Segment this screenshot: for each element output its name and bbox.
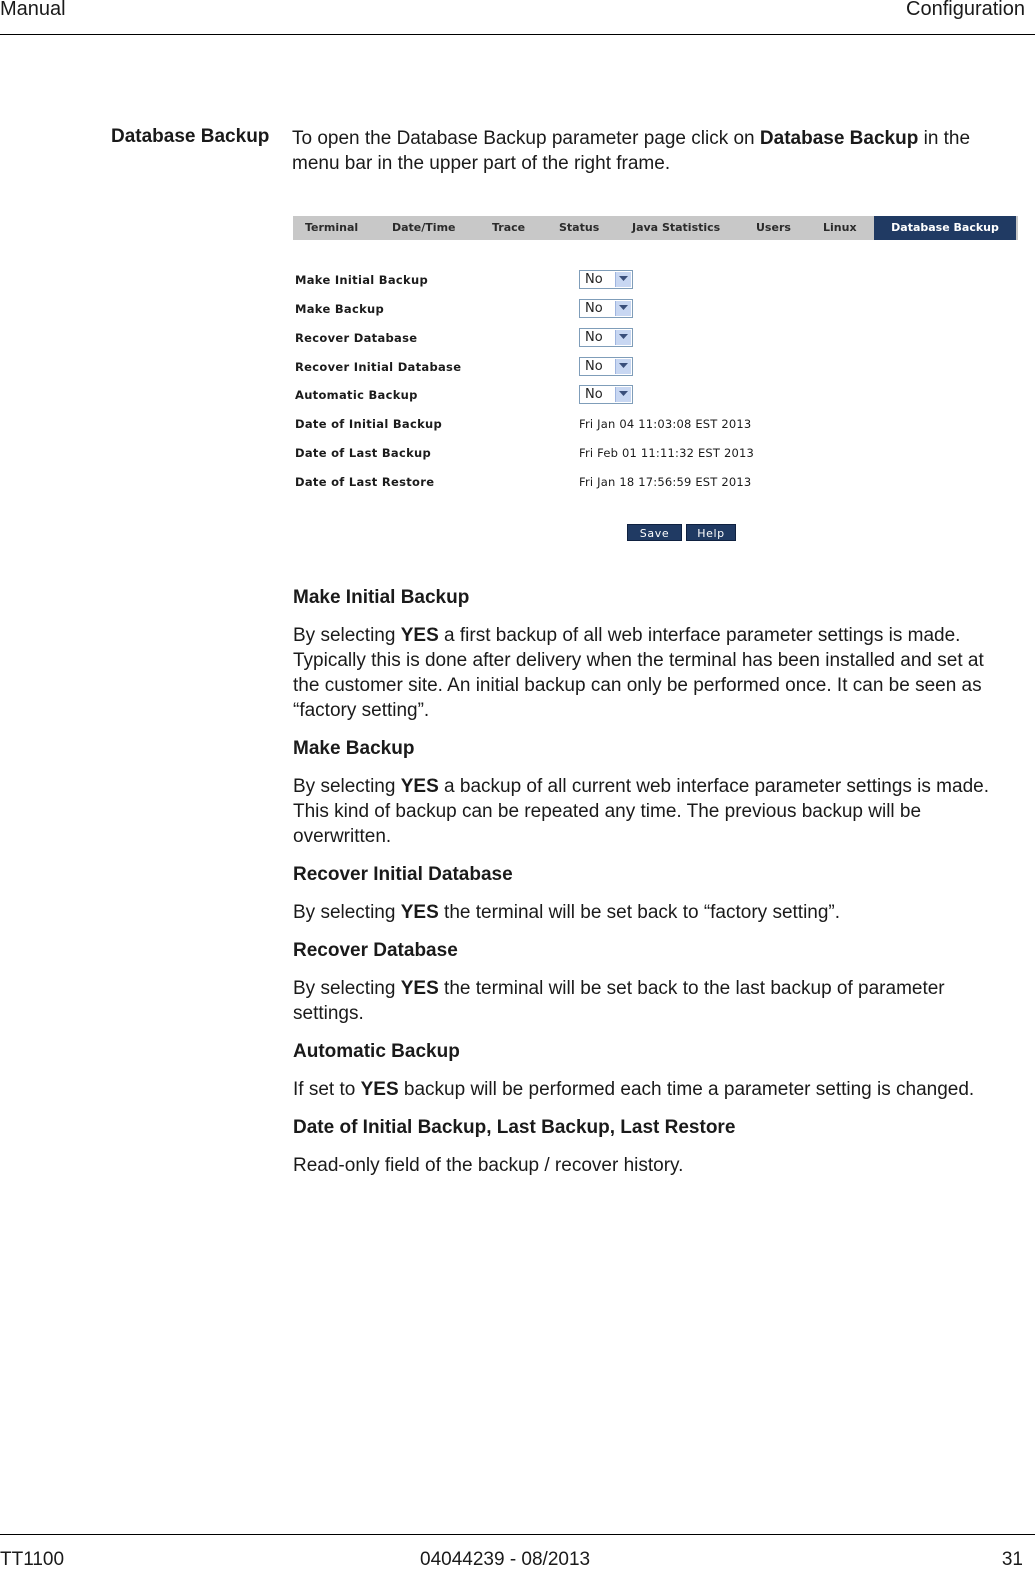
intro-text-post: in the menu bar in the upper part of the right frame.	[292, 128, 971, 174]
select-make-backup[interactable]	[579, 299, 633, 318]
chevron-down-icon	[615, 359, 631, 374]
text: By selecting	[293, 776, 401, 797]
select-make-initial-backup[interactable]	[579, 270, 633, 289]
label-recover-database: Recover Database	[295, 331, 418, 345]
value-date-initial-backup: Fri Jan 04 11:03:08 EST 2013	[579, 417, 752, 431]
chevron-down-icon	[615, 301, 631, 316]
intro-text-bold: Database Backup	[759, 128, 919, 149]
tab-terminal[interactable]: Terminal	[305, 221, 359, 234]
description-body	[293, 585, 1008, 1178]
chevron-down-icon	[615, 330, 631, 345]
text: If set to	[293, 1079, 361, 1100]
label-date-last-backup: Date of Last Backup	[295, 446, 432, 460]
para-make-backup	[293, 774, 1008, 849]
chevron-down-icon	[615, 387, 631, 402]
tab-date-time[interactable]: Date/Time	[392, 221, 456, 234]
help-button[interactable]: Help	[686, 524, 736, 541]
value-date-last-restore: Fri Jan 18 17:56:59 EST 2013	[579, 475, 752, 489]
label-automatic-backup: Automatic Backup	[295, 388, 418, 402]
para-automatic-backup	[293, 1077, 1008, 1102]
select-recover-initial-database[interactable]	[579, 357, 633, 376]
header-manual: Manual	[0, 0, 66, 20]
select-value: No	[585, 387, 603, 402]
footer-doc-number: 04044239 - 08/2013	[420, 1549, 591, 1570]
yes-keyword: YES	[400, 902, 439, 923]
chevron-down-icon	[615, 272, 631, 287]
select-automatic-backup[interactable]	[579, 385, 633, 404]
header-configuration: Configuration	[906, 0, 1025, 20]
select-value: No	[585, 359, 603, 374]
para-recover-initial-database	[293, 900, 1008, 925]
text: backup will be performed each time a parameter setting is changed.	[398, 1079, 975, 1100]
select-value: No	[585, 301, 603, 316]
heading-recover-initial-database: Recover Initial Database	[293, 864, 513, 885]
yes-keyword: YES	[360, 1079, 399, 1100]
text: a backup of all current web interface parameter settings is made. This kind of backup can be repeated any time. The previous backup will be overwritten.	[293, 776, 989, 847]
page-header	[0, 0, 1035, 35]
label-date-initial-backup: Date of Initial Backup	[295, 417, 443, 431]
heading-recover-database: Recover Database	[293, 940, 458, 961]
footer-page-number: 31	[1001, 1549, 1023, 1570]
menu-bar	[293, 216, 1018, 240]
label-make-initial-backup: Make Initial Backup	[295, 273, 429, 287]
label-recover-initial-database: Recover Initial Database	[295, 360, 462, 374]
label-date-last-restore: Date of Last Restore	[295, 475, 435, 489]
select-value: No	[585, 272, 603, 287]
yes-keyword: YES	[400, 978, 439, 999]
para-make-initial-backup	[293, 623, 1008, 723]
database-backup-screenshot	[293, 216, 1020, 546]
save-button[interactable]: Save	[627, 524, 682, 541]
intro-text-pre: To open the Database Backup parameter page click on	[292, 128, 760, 149]
footer-product: TT1100	[0, 1549, 65, 1570]
select-value: No	[585, 330, 603, 345]
heading-make-backup: Make Backup	[293, 738, 415, 759]
heading-automatic-backup: Automatic Backup	[293, 1041, 460, 1062]
para-date-fields: Read-only field of the backup / recover history.	[293, 1155, 684, 1176]
select-recover-database[interactable]	[579, 328, 633, 347]
yes-keyword: YES	[400, 625, 439, 646]
para-recover-database	[293, 976, 1008, 1026]
value-date-last-backup: Fri Feb 01 11:11:32 EST 2013	[579, 446, 755, 460]
tab-status[interactable]: Status	[559, 221, 600, 234]
intro-paragraph	[292, 126, 1002, 176]
label-make-backup: Make Backup	[295, 302, 385, 316]
tab-linux[interactable]: Linux	[823, 221, 857, 234]
text: By selecting	[293, 902, 401, 923]
tab-java-statistics[interactable]: Java Statistics	[632, 221, 721, 234]
text: the terminal will be set back to the last backup of parameter settings.	[293, 978, 945, 1024]
heading-date-fields: Date of Initial Backup, Last Backup, Last Restore	[293, 1117, 736, 1138]
text: By selecting	[293, 978, 401, 999]
heading-make-initial-backup: Make Initial Backup	[293, 587, 470, 608]
text: By selecting	[293, 625, 401, 646]
yes-keyword: YES	[400, 776, 439, 797]
page-footer	[0, 1534, 1035, 1584]
text: the terminal will be set back to “factory setting”.	[438, 902, 841, 923]
tab-trace[interactable]: Trace	[492, 221, 526, 234]
text: a first backup of all web interface parameter settings is made. Typically this is done after delivery when the terminal has been installed and set at the customer site. An initial backup can only be performed once. It can be seen as “factory setting”.	[293, 625, 984, 721]
tab-database-backup[interactable]: Database Backup	[874, 216, 1016, 240]
section-title: Database Backup	[111, 126, 270, 147]
tab-users[interactable]: Users	[756, 221, 791, 234]
